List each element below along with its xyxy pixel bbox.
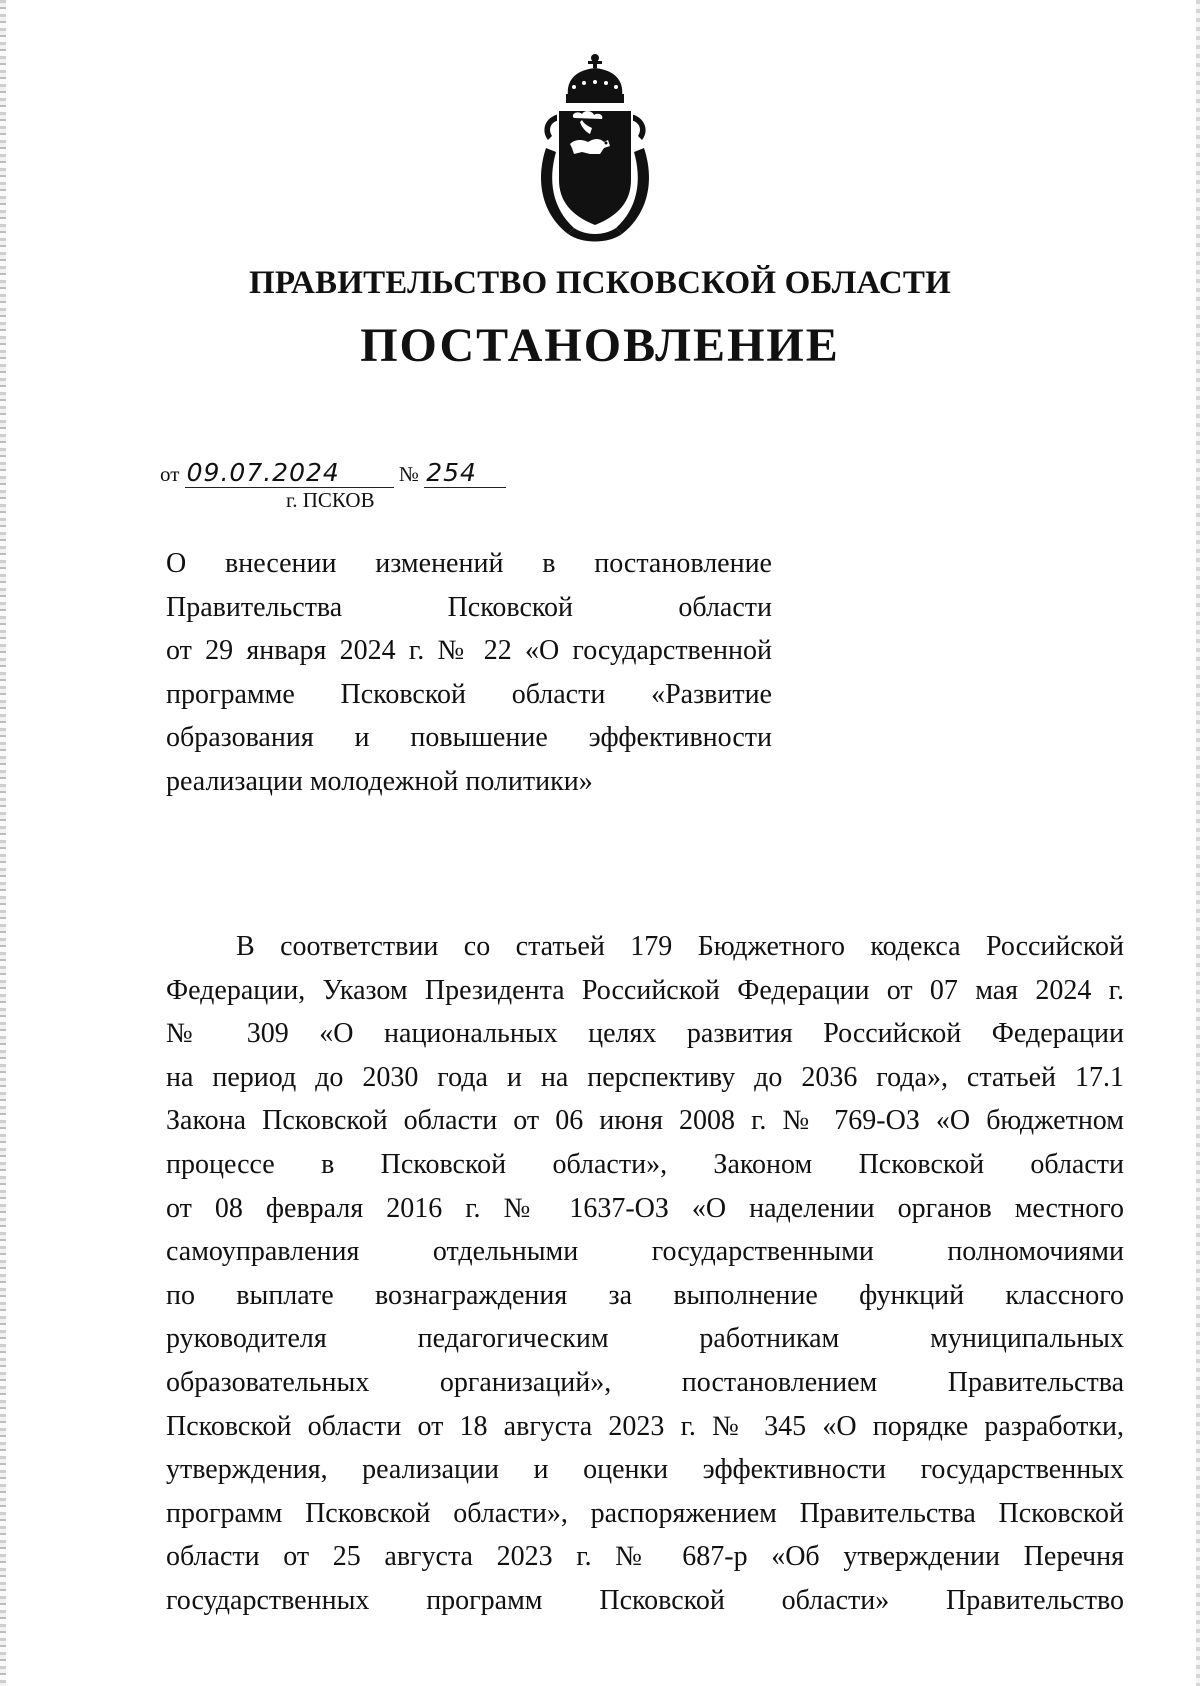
- body-line: В соответствии со статьей 179 Бюджетного кодекса Российской: [236, 931, 1124, 962]
- body-line: процессе в Псковской области», Законом Псковской области: [166, 1148, 1124, 1180]
- date-prefix: от: [160, 462, 180, 486]
- body-line: на период до 2030 года и на перспективу до 2036 года», статьей 17.1: [166, 1061, 1124, 1093]
- body-line: утверждения, реализации и оценки эффективности государственных: [166, 1454, 1124, 1486]
- body-line: образовательных организаций», постановлением Правительства: [166, 1366, 1124, 1398]
- body-line: самоуправления отдельными государственными полномочиями: [166, 1236, 1124, 1268]
- date-field: 09.07.2024: [185, 458, 394, 488]
- body-line: Псковской области от 18 августа 2023 г. № 345 «О порядке разработки,: [166, 1410, 1124, 1442]
- body-line: Федерации, Указом Президента Российской Федерации от 07 мая 2024 г.: [166, 974, 1124, 1006]
- subject-line: программе Псковской области «Развитие: [166, 678, 772, 710]
- body-line: Закона Псковской области от 06 июня 2008 г. № 769-ОЗ «О бюджетном: [166, 1105, 1124, 1137]
- document-body: [166, 925, 1124, 1623]
- city-label: г. ПСКОВ: [286, 488, 375, 512]
- body-line: от 08 февраля 2016 г. № 1637-ОЗ «О наделении органов местного: [166, 1192, 1124, 1224]
- pskov-oblast-coat-of-arms-icon: [530, 52, 660, 252]
- scan-edge-left: [0, 0, 6, 1686]
- scan-edge-right: [1196, 0, 1200, 1686]
- body-line: руководителя педагогическим работникам муниципальных: [166, 1323, 1124, 1355]
- document-type-title: ПОСТАНОВЛЕНИЕ: [360, 319, 840, 372]
- body-line: области от 25 августа 2023 г. № 687-р «Об утверждении Перечня: [166, 1541, 1124, 1573]
- number-prefix: №: [398, 462, 419, 486]
- subject-line: О внесении изменений в постановление: [166, 548, 772, 579]
- date-number-line: [160, 458, 506, 488]
- body-line: программ Псковской области», распоряжением Правительства Псковской: [166, 1497, 1124, 1529]
- number-field: 254: [424, 458, 506, 488]
- subject-line: реализации молодежной политики»: [166, 765, 593, 797]
- body-line: государственных программ Псковской области» Правительство: [166, 1584, 1124, 1616]
- subject-line: Правительства Псковской области: [166, 591, 772, 623]
- body-line: по выплате вознаграждения за выполнение функций классного: [166, 1279, 1124, 1311]
- subject-line: образования и повышение эффективности: [166, 722, 772, 754]
- organization-title: ПРАВИТЕЛЬСТВО ПСКОВСКОЙ ОБЛАСТИ: [248, 265, 952, 301]
- body-line: № 309 «О национальных целях развития Российской Федерации: [166, 1018, 1124, 1050]
- document-subject: [166, 542, 772, 804]
- subject-line: от 29 января 2024 г. № 22 «О государственной: [166, 635, 772, 667]
